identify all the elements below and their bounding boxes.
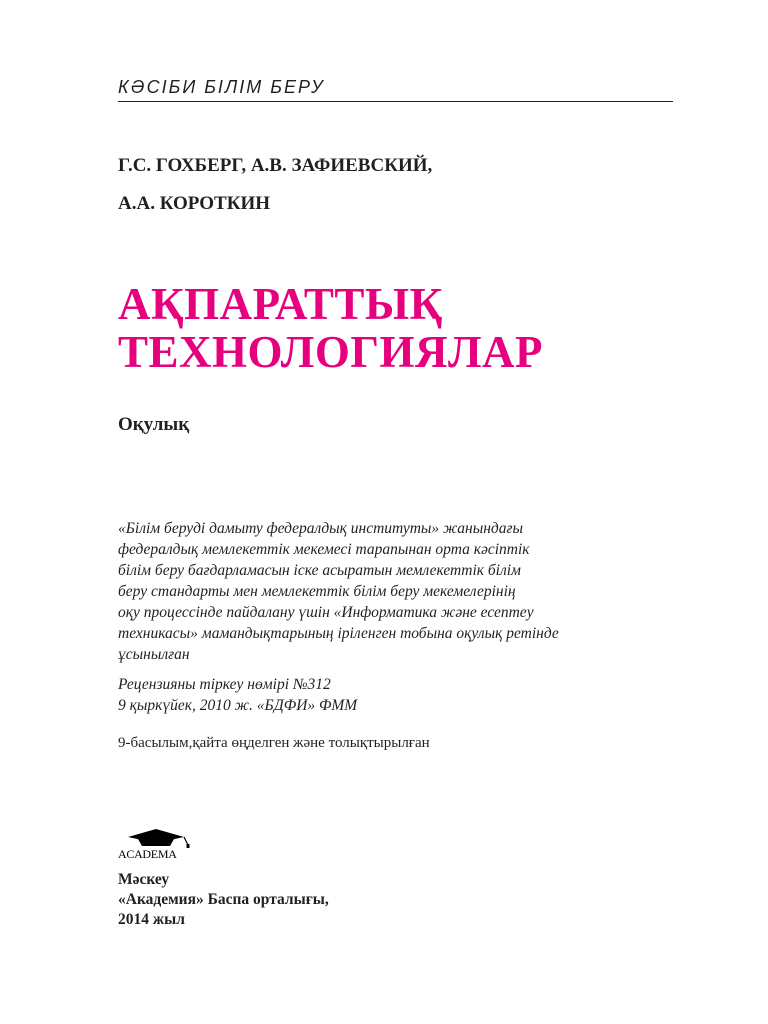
approval-line: білім беру бағдарламасын іске асыратын мемлекеттік білім — [118, 562, 521, 579]
series-name: КӘСІБИ БІЛІМ БЕРУ — [118, 77, 325, 97]
edition-note: 9-басылым,қайта өңделген және толықтырылған — [118, 735, 430, 751]
approval-line: беру стандарты мен мемлекеттік білім беру мекемелерінің — [118, 583, 516, 600]
publisher-imprint — [118, 870, 329, 930]
publisher-name: «Академия» Баспа орталығы, — [118, 891, 329, 908]
series-divider — [118, 101, 673, 102]
approval-line: оқу процессінде пайдалану үшін «Информатика және есептеу — [118, 604, 534, 621]
book-subtitle: Оқулық — [118, 414, 190, 435]
approval-line: федералдық мемлекеттік мекемесі тарапынан орта кәсіптік — [118, 541, 530, 558]
publisher-city: Мәскеу — [118, 871, 170, 888]
authors — [118, 147, 432, 223]
book-title — [118, 280, 543, 376]
title-line-1: АҚПАРАТТЫҚ — [118, 279, 443, 329]
review-registration — [118, 674, 357, 716]
authors-line-2: А.А. КОРОТКИН — [118, 193, 271, 214]
approval-line: техникасы» мамандықтарының іріленген тобына оқулық ретінде — [118, 625, 559, 642]
approval-statement — [118, 518, 678, 665]
review-line: Рецензияны тіркеу нөмірі №312 — [118, 676, 331, 693]
publisher-logo — [118, 829, 198, 863]
approval-line: «Білім беруді дамыту федералдық институты» жанындағы — [118, 520, 524, 537]
review-line: 9 қыркүйек, 2010 ж. «БДФИ» ФММ — [118, 697, 358, 714]
approval-line: ұсынылған — [118, 646, 190, 663]
publication-year: 2014 жыл — [118, 911, 185, 928]
authors-line-1: Г.С. ГОХБЕРГ, А.В. ЗАФИЕВСКИЙ, — [118, 155, 433, 176]
publisher-logo-text: ACADEMA — [118, 847, 177, 861]
graduation-cap-icon — [118, 829, 198, 849]
title-line-2: ТЕХНОЛОГИЯЛАР — [118, 327, 543, 377]
